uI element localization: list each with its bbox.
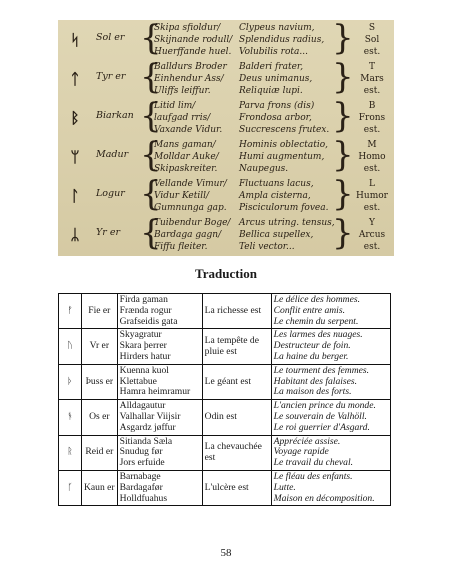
scan-rune-name: Tyr er [96, 71, 126, 82]
oldnorse-line: Kuenna kuol [119, 364, 169, 376]
table-row [59, 329, 391, 364]
scan-latin: Reliquiæ lupi. [239, 86, 303, 96]
french-name-cell: Odin est [202, 400, 271, 435]
scan-annotation-line: est. [363, 47, 381, 57]
scan-annotation-line: B [368, 101, 376, 111]
translation-line: Le délice des hommes. [273, 294, 360, 305]
rune-glyph: ᚠ [59, 294, 82, 329]
scan-oldnorse: Huerffande huel. [154, 47, 232, 57]
scan-annotation-line: Arcus [358, 230, 386, 240]
oldnorse-line: Hamra heimramur [119, 386, 191, 398]
oldnorse-cell [117, 470, 202, 505]
scan-latin: Ampla cisterna, [239, 191, 311, 201]
left-brace: { [140, 20, 162, 58]
translation-cell [271, 294, 390, 329]
oldnorse-line: Holldfuahus [119, 492, 168, 504]
scan-rune: ᛦ [70, 226, 80, 244]
oldnorse-line: Sitianda Sæla [119, 435, 173, 447]
translation-cell [271, 364, 390, 399]
translation-cell [271, 329, 390, 364]
scan-latin: Succrescens frutex. [239, 125, 330, 135]
translation-line: Appréciée assise. [273, 435, 341, 447]
oldnorse-line: Bardagafør [119, 481, 163, 493]
scan-rune: ᛏ [70, 70, 80, 88]
scan-latin: Frondosa arbor, [239, 113, 312, 123]
scan-latin: Pisciculorum fovea. [239, 203, 329, 213]
scan-annotation-line: Humor [356, 191, 388, 201]
right-brace: } [332, 174, 354, 214]
right-brace: } [332, 96, 354, 136]
translation-line: Voyage rapide [273, 446, 329, 458]
french-name-cell: Le géant est [202, 364, 271, 399]
left-brace: { [140, 96, 162, 136]
scan-oldnorse: Einhendur Ass/ [154, 74, 224, 84]
oldnorse-line: Firda gaman [119, 294, 168, 305]
translation-line: La maison des forts. [273, 386, 352, 398]
manuscript-scan [58, 20, 394, 256]
translation-line: Le tourment des femmes. [273, 364, 370, 376]
oldnorse-line: Skara þerrer [119, 340, 167, 352]
left-brace: { [140, 174, 162, 214]
translation-line: Le roi guerrier d'Asgard. [273, 421, 370, 433]
rune-glyph: ᚴ [59, 470, 82, 505]
rune-name: Þuss er [82, 364, 118, 399]
scan-oldnorse: Molldar Auke/ [154, 152, 219, 162]
scan-annotation-line: Sol [364, 35, 380, 45]
table-row [59, 435, 391, 470]
right-brace: } [332, 135, 354, 175]
rune-glyph: ᚢ [59, 329, 82, 364]
scan-rune-name: Yr er [96, 227, 120, 238]
scan-rune-name: Biarkan [96, 110, 134, 121]
translation-cell [271, 400, 390, 435]
scan-latin: Humi augmentum, [239, 152, 325, 162]
scan-row [58, 98, 394, 137]
scan-oldnorse: Vaxande Vidur. [154, 125, 223, 135]
translation-line: Destructeur de foin. [273, 340, 351, 352]
oldnorse-line: Skyagratur [119, 329, 162, 341]
scan-oldnorse: Uliffs leiffur. [154, 86, 211, 96]
scan-row [58, 20, 394, 59]
scan-row [58, 176, 394, 215]
scan-latin: Arcus utring. tensus, [239, 218, 335, 228]
translation-cell [271, 470, 390, 505]
scan-latin: Hominis oblectatio, [239, 140, 329, 150]
left-brace: { [140, 57, 162, 97]
french-name-cell: La richesse est [202, 294, 271, 329]
scan-annotation [352, 100, 392, 136]
french-name-cell: La chevauchée est [202, 435, 271, 470]
rune-name: Kaun er [82, 470, 118, 505]
rune-glyph: ᚬ [59, 400, 82, 435]
scan-oldnorse: Balldurs Broder [154, 62, 227, 72]
right-brace: } [332, 20, 354, 58]
oldnorse-cell [117, 435, 202, 470]
scan-oldnorse: Gumnunga gap. [154, 203, 227, 213]
right-brace: } [332, 213, 354, 253]
rune-glyph: ᚦ [59, 364, 82, 399]
scan-annotation [352, 22, 392, 58]
scan-latin: Balderi frater, [239, 62, 304, 72]
scan-row [58, 137, 394, 176]
translation-line: Le souverain de Valhöll. [273, 410, 367, 422]
translation-line: Lutte. [273, 481, 296, 493]
scan-oldnorse: Vellande Vimur/ [154, 179, 227, 189]
translation-line: Le fléau des enfants. [273, 470, 353, 482]
scan-latin: Bellica supellex, [239, 230, 314, 240]
scan-oldnorse: Litid lim/ [154, 101, 196, 111]
scan-annotation-line: est. [363, 86, 381, 96]
oldnorse-cell [117, 294, 202, 329]
scan-rune: ᛘ [70, 148, 80, 166]
scan-latin: Parva frons (dis) [239, 101, 315, 111]
scan-annotation [352, 217, 392, 253]
translation-line: Habitant des falaises. [273, 375, 358, 387]
scan-annotation-line: est. [363, 242, 381, 252]
translation-line: Conflit entre amis. [273, 304, 345, 316]
oldnorse-line: Snudug før [119, 446, 163, 458]
scan-annotation-line: S [368, 23, 376, 33]
scan-oldnorse: Tuibendur Boge/ [154, 218, 231, 228]
scan-annotation-line: Frons [358, 113, 386, 123]
table-row [59, 364, 391, 399]
rune-glyph: ᚱ [59, 435, 82, 470]
scan-annotation-line: est. [363, 203, 381, 213]
rune-name: Vr er [82, 329, 118, 364]
scan-rune: ᛚ [70, 187, 80, 205]
left-brace: { [140, 213, 162, 253]
scan-annotation-line: T [368, 62, 375, 72]
translation-line: Maison en décomposition. [273, 492, 375, 504]
translation-cell [271, 435, 390, 470]
oldnorse-line: Asgardz jøffur [119, 421, 176, 433]
oldnorse-line: Grafseidis gata [119, 315, 178, 327]
scan-annotation [352, 178, 392, 214]
oldnorse-cell [117, 400, 202, 435]
scan-rune-name: Logur [96, 188, 125, 199]
scan-rune-name: Madur [96, 149, 129, 160]
translation-table [58, 293, 391, 506]
table-row [59, 470, 391, 505]
translation-line: Le chemin du serpent. [273, 315, 359, 327]
scan-rune: ᛒ [70, 109, 80, 127]
scan-oldnorse: Skijnande rodull/ [154, 35, 233, 45]
oldnorse-cell [117, 329, 202, 364]
scan-oldnorse: Fiffu fleiter. [154, 242, 208, 252]
scan-oldnorse: Skipaskreiter. [154, 164, 218, 174]
scan-latin: Teli vector... [239, 242, 295, 252]
translation-line: Les larmes des nuages. [273, 329, 363, 341]
left-brace: { [140, 135, 162, 175]
scan-annotation-line: M [367, 140, 377, 150]
right-brace: } [332, 57, 354, 97]
oldnorse-line: Klettabue [119, 375, 157, 387]
french-name-cell: La tempête de pluie est [202, 329, 271, 364]
oldnorse-line: Valhallar Viijsir [119, 410, 181, 422]
translation-line: La haine du berger. [273, 350, 349, 362]
scan-oldnorse: Skipa sfioldur/ [154, 23, 221, 33]
table-row [59, 400, 391, 435]
scan-latin: Fluctuans lacus, [239, 179, 314, 189]
scan-oldnorse: Vidur Ketill/ [154, 191, 210, 201]
scan-annotation-line: est. [363, 125, 381, 135]
oldnorse-line: Hirders hatur [119, 350, 171, 362]
rune-name: Fie er [82, 294, 118, 329]
page-number: 58 [220, 547, 232, 559]
rune-name: Reid er [82, 435, 118, 470]
scan-annotation-line: Y [369, 218, 375, 228]
scan-oldnorse: Bardaga gagn/ [154, 230, 222, 240]
oldnorse-line: Barnabage [119, 470, 161, 482]
oldnorse-line: Frænda rogur [119, 304, 172, 316]
scan-oldnorse: laufgad rris/ [154, 113, 211, 123]
scan-annotation [352, 139, 392, 175]
oldnorse-line: Jors erfuide [119, 457, 165, 469]
table-row [59, 294, 391, 329]
scan-latin: Clypeus navium, [239, 23, 315, 33]
french-name-cell: L'ulcère est [202, 470, 271, 505]
scan-latin: Naupegus. [239, 164, 289, 174]
scan-rune: ᛋ [70, 31, 80, 49]
translation-line: Le travail du cheval. [273, 457, 354, 469]
oldnorse-cell [117, 364, 202, 399]
scan-latin: Volubilis rota... [239, 47, 308, 57]
scan-latin: Deus unimanus, [239, 74, 313, 84]
scan-rune-name: Sol er [96, 32, 125, 43]
scan-row [58, 59, 394, 98]
scan-latin: Splendidus radius, [239, 35, 325, 45]
scan-oldnorse: Mans gaman/ [154, 140, 216, 150]
scan-annotation-line: Mars [360, 74, 384, 84]
scan-annotation-line: est. [363, 164, 381, 174]
scan-annotation [352, 61, 392, 97]
section-heading: Traduction [195, 266, 257, 281]
oldnorse-line: Alldagautur [119, 400, 166, 412]
translation-line: L'ancien prince du monde. [273, 400, 376, 412]
scan-row [58, 215, 394, 254]
rune-name: Os er [82, 400, 118, 435]
scan-annotation-line: L [369, 179, 375, 189]
scan-annotation-line: Homo [358, 152, 386, 162]
